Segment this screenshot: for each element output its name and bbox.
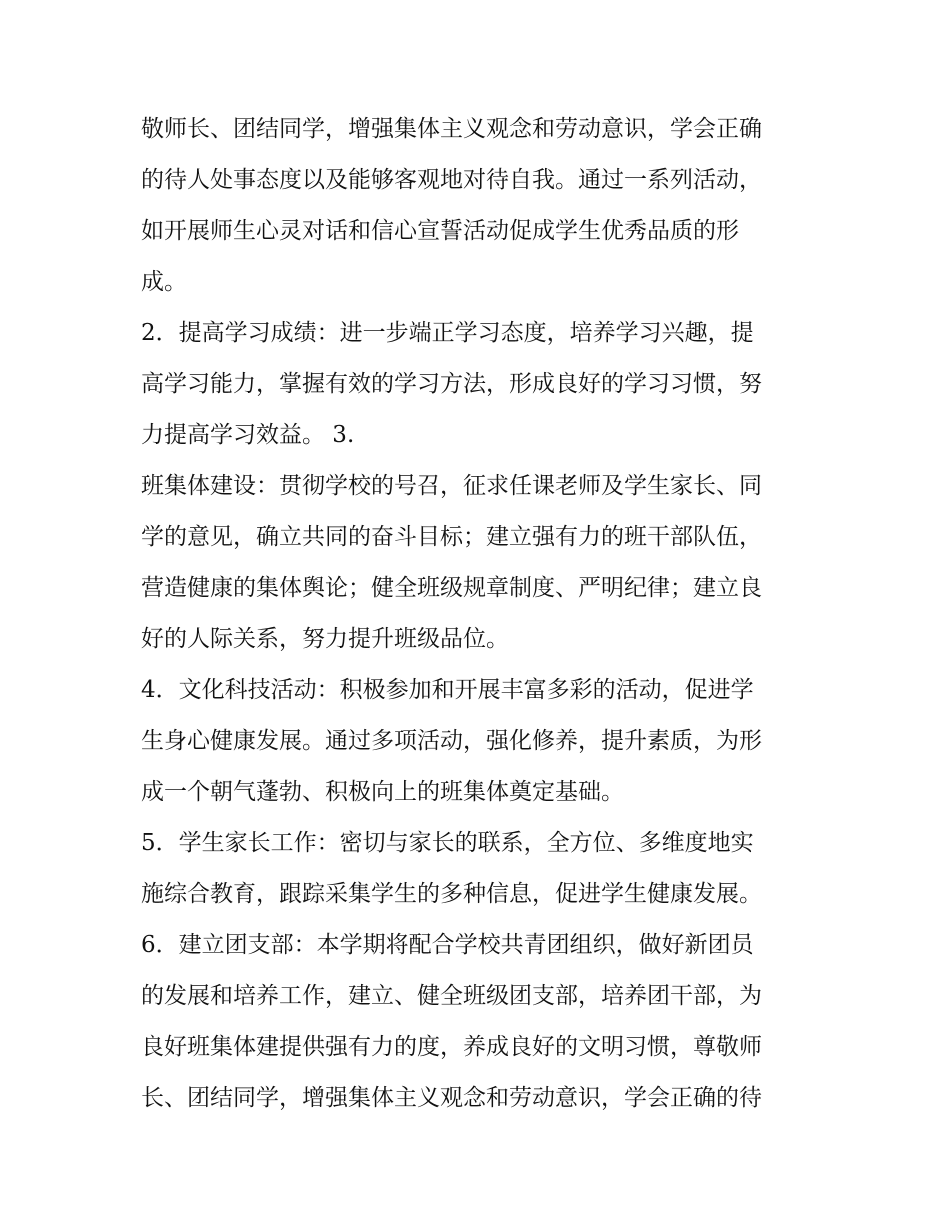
text-line: 班集体建设：贯彻学校的号召，征求任课老师及学生家长、同 bbox=[141, 473, 762, 499]
text-line: 学的意见，确立共同的奋斗目标；建立强有力的班干部队伍， bbox=[141, 524, 762, 550]
text-line: 的发展和培养工作，建立、健全班级团支部，培养团干部，为 bbox=[141, 983, 762, 1009]
text-line: 2．提高学习成绩：进一步端正学习态度，培养学习兴趣，提 bbox=[141, 320, 754, 346]
text-line: 力提高学习效益。 3. bbox=[141, 422, 355, 448]
text-line: 的待人处事态度以及能够客观地对待自我。通过一系列活动， bbox=[141, 167, 762, 193]
text-line: 敬师长、团结同学，增强集体主义观念和劳动意识，学会正确 bbox=[141, 116, 762, 142]
text-line: 6．建立团支部：本学期将配合学校共青团组织，做好新团员 bbox=[141, 932, 754, 958]
text-line: 4．文化科技活动：积极参加和开展丰富多彩的活动，促进学 bbox=[141, 677, 754, 703]
text-line: 长、团结同学，增强集体主义观念和劳动意识，学会正确的待 bbox=[141, 1085, 762, 1111]
text-line: 成一个朝气蓬勃、积极向上的班集体奠定基础。 bbox=[141, 779, 624, 805]
text-line: 5．学生家长工作：密切与家长的联系，全方位、多维度地实 bbox=[141, 830, 754, 856]
text-line: 如开展师生心灵对话和信心宣誓活动促成学生优秀品质的形 bbox=[141, 218, 739, 244]
text-line: 成。 bbox=[141, 269, 187, 295]
text-line: 生身心健康发展。通过多项活动，强化修养，提升素质，为形 bbox=[141, 728, 762, 754]
body-text bbox=[141, 104, 821, 1124]
text-line: 施综合教育，跟踪采集学生的多种信息，促进学生健康发展。 bbox=[141, 881, 762, 907]
text-line: 营造健康的集体舆论；健全班级规章制度、严明纪律；建立良 bbox=[141, 575, 762, 601]
text-line: 高学习能力，掌握有效的学习方法，形成良好的学习习惯，努 bbox=[141, 371, 762, 397]
text-line: 好的人际关系，努力提升班级品位。 bbox=[141, 626, 509, 652]
text-line: 良好班集体建提供强有力的度，养成良好的文明习惯，尊敬师 bbox=[141, 1034, 762, 1060]
